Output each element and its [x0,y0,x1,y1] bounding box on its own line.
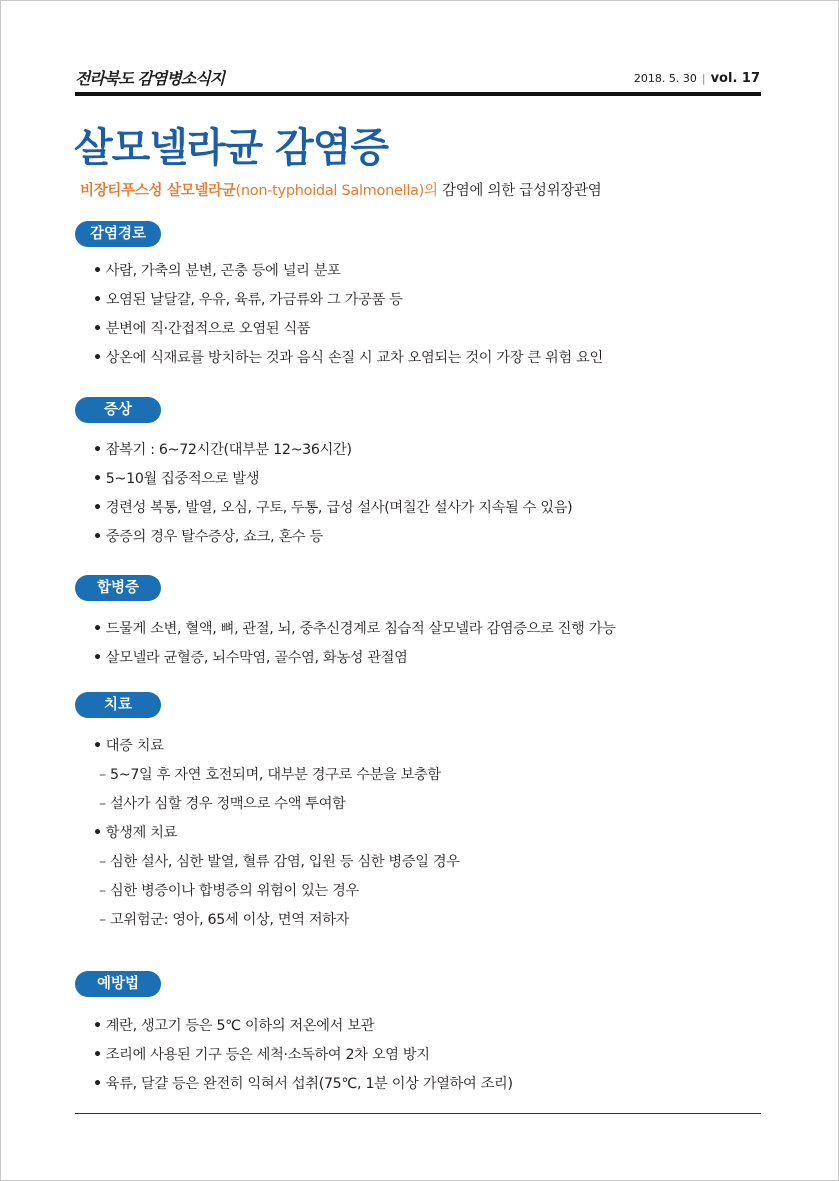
list-item: • 살모넬라 균혈증, 뇌수막염, 골수염, 화농성 관절염 [93,644,616,673]
list-item: • 5~10월 집중적으로 발생 [93,465,572,494]
prevention-list [93,1012,513,1099]
header-rule [75,92,761,96]
section-label-transmission: 감염경로 [75,221,161,247]
list-subitem: – 심한 병증이나 합병증의 위험이 있는 경우 [93,877,460,906]
subtitle-particle: 의 [423,183,438,199]
list-item: • 사람, 가축의 분변, 곤충 등에 널리 분포 [93,257,603,286]
section-label-prevention: 예방법 [75,971,161,997]
section-label-treatment: 치료 [75,692,161,718]
issue-date: 2018. 5. 30 [633,72,697,85]
list-subitem: – 고위험군: 영아, 65세 이상, 면역 저하자 [93,906,460,935]
list-item: • 계란, 생고기 등은 5℃ 이하의 저온에서 보관 [93,1012,513,1041]
complications-list [93,615,616,673]
list-item: • 상온에 식재료를 방치하는 것과 음식 손질 시 교차 오염되는 것이 가장 큰 위험 요인 [93,344,603,373]
list-item: • 분변에 직·간접적으로 오염된 식품 [93,315,603,344]
subtitle-description: 감염에 의한 급성위장관염 [437,183,602,199]
issue-separator: | [701,72,706,85]
issue-volume: vol. 17 [710,71,760,86]
newsletter-logo: 전라북도 감염병소식지 [75,69,225,88]
footer-rule [75,1113,761,1114]
list-subitem: – 심한 설사, 심한 발열, 혈류 감염, 입원 등 심한 병증일 경우 [93,848,460,877]
list-item: • 항생제 치료 [93,819,460,848]
list-subitem: – 5~7일 후 자연 호전되며, 대부분 경구로 수분을 보충함 [93,761,460,790]
list-item: • 조리에 사용된 기구 등은 세척·소독하여 2차 오염 방지 [93,1041,513,1070]
transmission-list [93,257,603,373]
list-item: • 중증의 경우 탈수증상, 쇼크, 혼수 등 [93,523,572,552]
treatment-list [93,732,460,935]
page-subtitle [80,179,601,200]
section-label-symptoms: 증상 [75,397,161,423]
subtitle-pathogen: 비장티푸스성 살모넬라균 [80,183,236,199]
list-item: • 드물게 소변, 혈액, 뼈, 관절, 뇌, 중추신경계로 침습적 살모넬라 감염증으로 진행 가능 [93,615,616,644]
list-item: • 잠복기 : 6~72시간(대부분 12~36시간) [93,436,572,465]
issue-info [634,71,760,86]
list-item: • 육류, 달걀 등은 완전히 익혀서 섭취(75℃, 1분 이상 가열하여 조리) [93,1070,513,1099]
section-label-complications: 합병증 [75,575,161,601]
symptoms-list [93,436,572,552]
subtitle-latin-name: (non-typhoidal Salmonella) [235,183,424,199]
list-item: • 대증 치료 [93,732,460,761]
list-item: • 경련성 복통, 발열, 오심, 구토, 두통, 급성 설사(며칠간 설사가 지속될 수 있음) [93,494,572,523]
list-item: • 오염된 날달걀, 우유, 육류, 가금류와 그 가공품 등 [93,286,603,315]
newsletter-header [75,66,760,90]
page-title: 살모넬라균 감염증 [74,125,389,171]
list-subitem: – 설사가 심할 경우 정맥으로 수액 투여함 [93,790,460,819]
